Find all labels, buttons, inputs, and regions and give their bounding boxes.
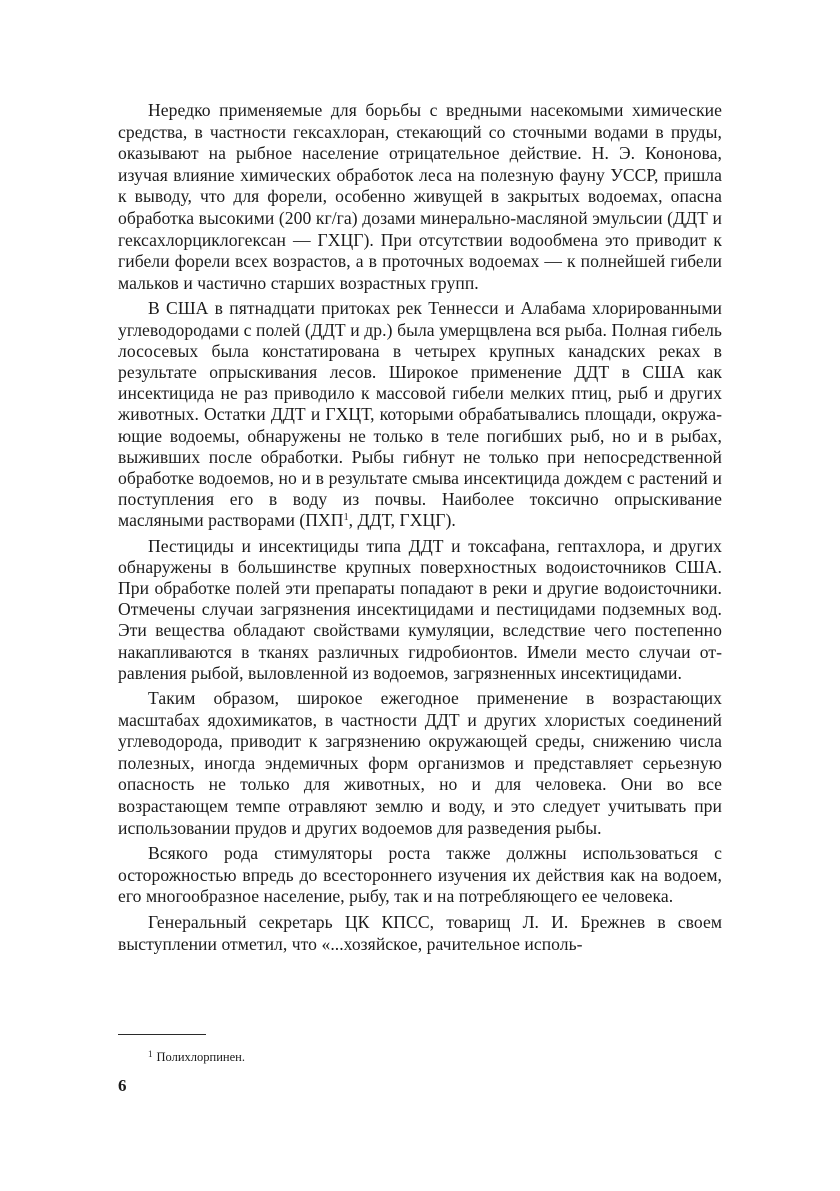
paragraph-2 (118, 298, 722, 531)
paragraph-2-tail: , ДДТ, ГХЦГ). (348, 510, 456, 531)
paragraph-5: Всякого рода стимуляторы роста также должны использоваться с осторожностью впредь до всестороннего изучения их действия как на водоем, его многообразное население, рыбу, так и на потребляющего ее человека. (118, 843, 722, 907)
paragraph-6: Генеральный секретарь ЦК КПСС, товарищ Л. И. Брежнев в своем выступлении отметил, что «...хозяйское, рачительное исполь- (118, 911, 722, 954)
page-body (118, 100, 722, 959)
paragraph-3: Пестициды и инсектициды типа ДДТ и токсафана, гептахлора, и других обнаружены в большинстве крупных поверхностных водоисточников США. При обработке полей эти препараты попадают в реки и другие водоисточники. Отмечены случаи загрязнения инсектицидами и пестицидами подземных вод. Эти вещества обладают свойствами кумуляции, вследствие чего постепенно накапливаются в тканях различных гидробионтов. Имели место случаи отравления рыбой, выловленной из водоемов, загрязненных инсектицидами. (118, 535, 722, 683)
paragraph-2-text: В США в пятнадцати притоках рек Теннесси и Алабама хлорированными углеводородами с полей (ДДТ и др.) была умерщвлена вся рыба. Полная гибель лососевых была констатирована в четырех крупных канадских реках в результате опрыскивания лесов. Широкое применение ДДТ в США как инсектицида не раз приводило к массовой гибели мелких птиц, рыб и других животных. Остатки ДДТ и ГХЦТ, которыми обрабатывались площади, окружающие водоемы, обнаружены не только в теле погибших рыб, но и в рыбах, выживших после обработки. Рыбы гибнут не только при непосредственной обработке водоемов, но и в результате смыва инсектицида дождем с растений и поступления его в воду из почвы. Наиболее токсично опрыскивание масляными растворами (ПХП (118, 298, 722, 531)
footnote-reference: 1 (343, 512, 349, 524)
footnote (148, 1047, 245, 1064)
footnote-divider (118, 1034, 206, 1035)
paragraph-4: Таким образом, широкое ежегодное применение в возрастающих масштабах ядохимикатов, в частности ДДТ и других хлористых соединений углеводорода, приводит к загрязнению окружающей среды, снижению числа полезных, иногда эндемичных форм организмов и представляет серьезную опасность не только для животных, но и для человека. Они во все возрастающем темпе отравляют землю и воду, и это следует учитывать при использовании прудов и других водоемов для разведения рыбы. (118, 688, 722, 838)
footnote-mark: 1 (148, 1049, 153, 1059)
page-number: 6 (118, 1076, 127, 1095)
footnote-text: Полихлорпинен. (156, 1050, 245, 1064)
paragraph-1: Нередко применяемые для борьбы с вредными насекомыми химические средства, в частности гексахлоран, стекающий со сточными водами в пруды, оказывают на рыбное население отрицательное действие. Н. Э. Кононова, изучая влияние химических обработок леса на полезную фауну УССР, пришла к выводу, что для форели, особенно живущей в закрытых водоемах, опасна обработка высокими (200 кг/га) дозами минерально-масляной эмульсии (ДДТ и гексахлорциклогексан — ГХЦГ). При отсутствии водообмена это приводит к гибели форели всех возрастов, а в проточных водоемах — к полнейшей гибели мальков и частично старших возрастных групп. (118, 100, 722, 293)
